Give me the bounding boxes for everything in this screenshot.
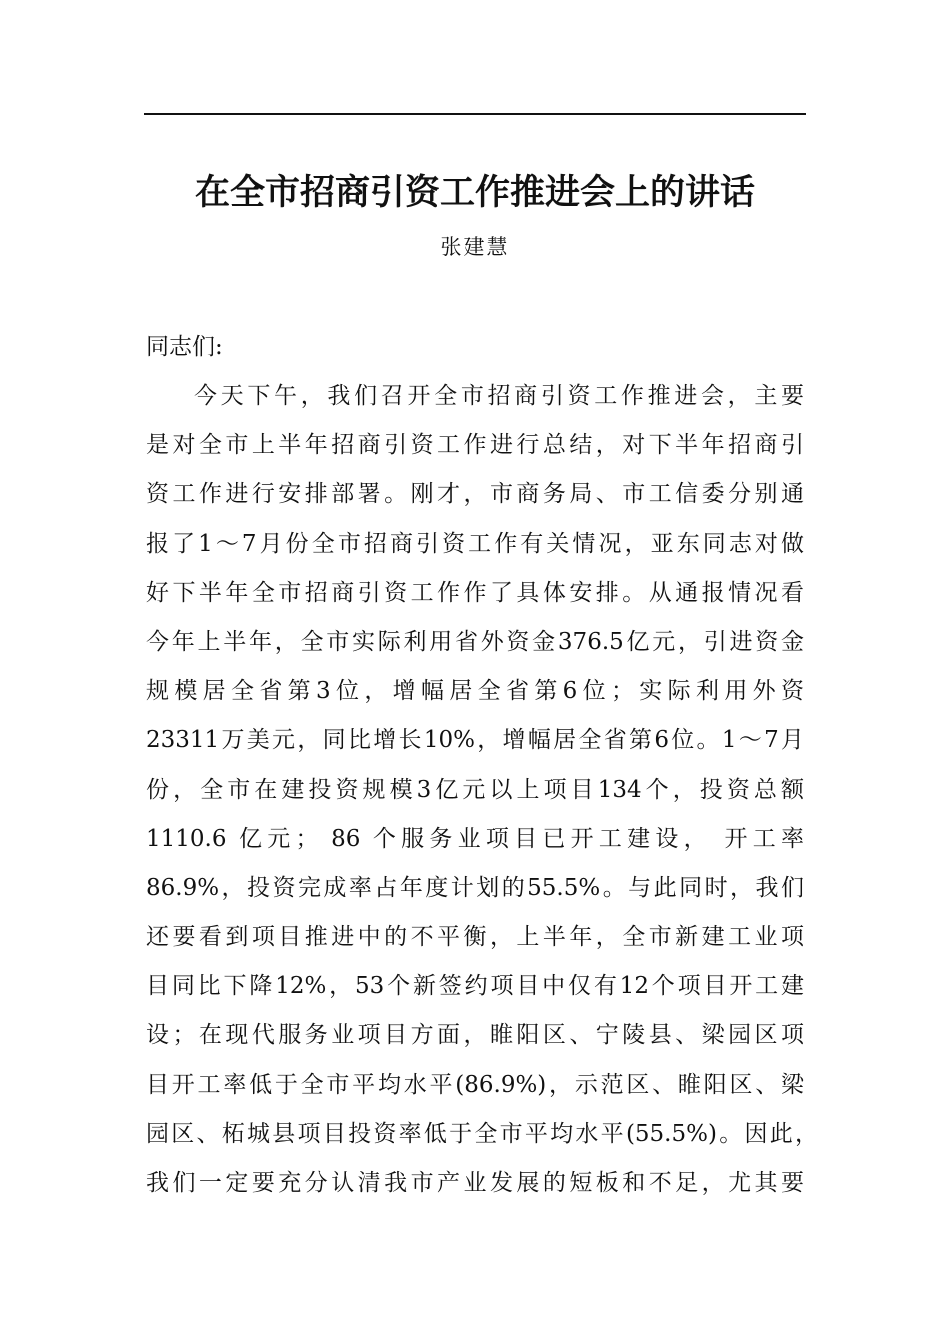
text-line: 份，全市在建投资规模3亿元以上项目134个，投资总额	[146, 776, 804, 803]
text-line: 今天下午，我们召开全市招商引资工作推进会，主要	[194, 383, 804, 409]
body-paragraph	[146, 376, 826, 1212]
text-line: 23311万美元，同比增长10%，增幅居全省第6位。1～7月	[146, 727, 804, 754]
text-line: 目开工率低于全市平均水平(86.9%)，示范区、睢阳区、梁	[146, 1071, 804, 1098]
salutation: 同志们:	[146, 334, 223, 360]
document-title: 在全市招商引资工作推进会上的讲话	[194, 172, 755, 213]
text-line: 规模居全省第3位，增幅居全省第6位；实际利用外资	[146, 678, 804, 705]
text-line: 资工作进行安排部署。刚才，市商务局、市工信委分别通	[146, 481, 804, 508]
text-line: 目同比下降12%，53个新签约项目中仅有12个项目开工建	[146, 973, 804, 1000]
text-line: 今年上半年，全市实际利用省外资金376.5亿元，引进资金	[146, 628, 804, 655]
text-line: 我们一定要充分认清我市产业发展的短板和不足，尤其要	[146, 1170, 804, 1196]
text-line: 还要看到项目推进中的不平衡，上半年，全市新建工业项	[146, 924, 804, 951]
text-line: 86.9%，投资完成率占年度计划的55.5%。与此同时，我们	[146, 874, 804, 901]
header-rule	[144, 113, 806, 115]
document-author: 张建慧	[440, 235, 510, 259]
text-line: 1110.6 亿元； 86 个服务业项目已开工建设， 开工率	[146, 825, 804, 852]
text-line: 是对全市上半年招商引资工作进行总结，对下半年招商引	[146, 432, 804, 459]
text-line: 园区、柘城县项目投资率低于全市平均水平(55.5%)。因此，	[146, 1120, 818, 1147]
text-line: 好下半年全市招商引资工作作了具体安排。从通报情况看	[146, 579, 804, 606]
text-line: 报了1～7月份全市招商引资工作有关情况，亚东同志对做	[146, 530, 804, 557]
text-line: 设；在现代服务业项目方面，睢阳区、宁陵县、梁园区项	[146, 1022, 804, 1049]
